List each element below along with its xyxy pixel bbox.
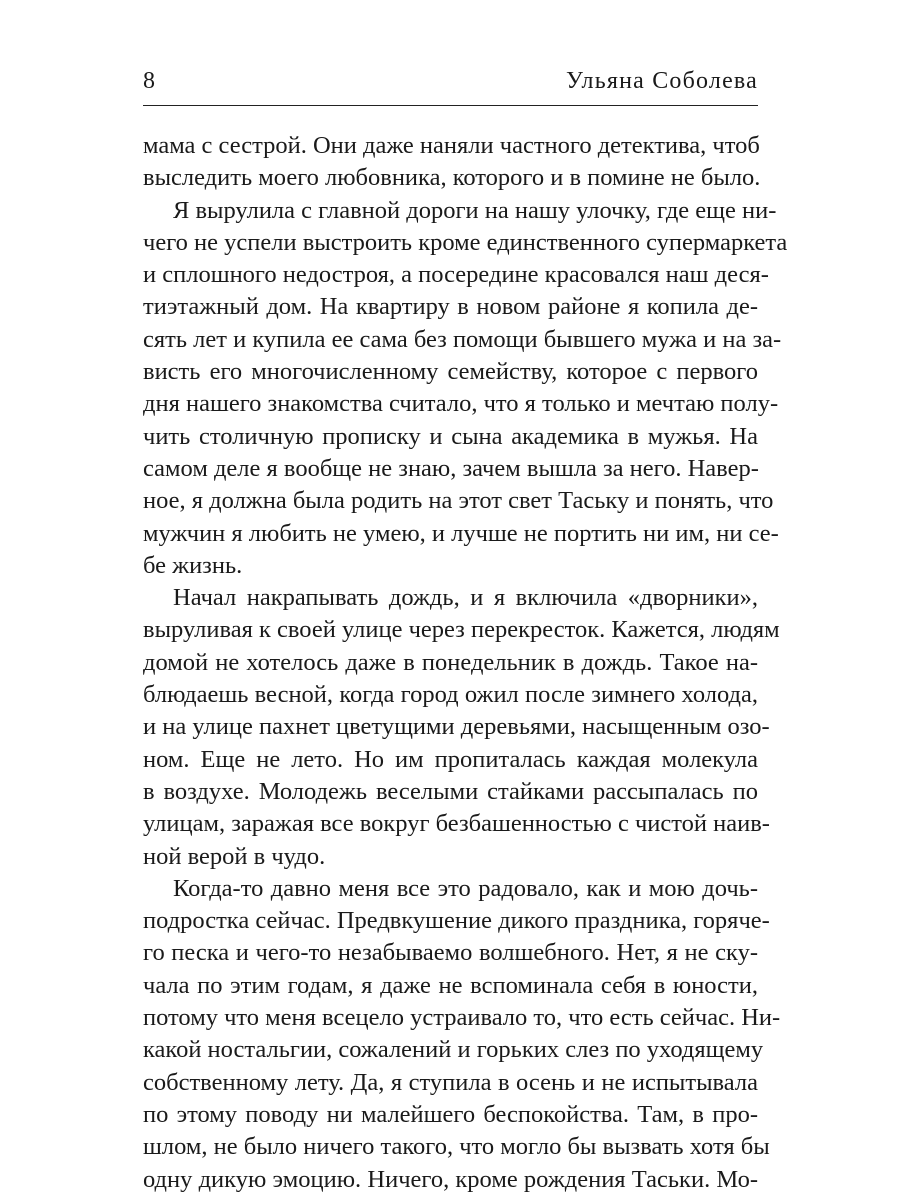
text-line: и на улице пахнет цветущими деревьями, насыщенным озо- bbox=[143, 713, 770, 741]
text-line: улицам, заражая все вокруг безбашенностью с чистой наив- bbox=[143, 810, 770, 838]
text-line: шлом, не было ничего такого, что могло бы вызвать хотя бы bbox=[143, 1133, 770, 1161]
text-line: тиэтажный дом. На квартиру в новом районе я копила де- bbox=[143, 293, 758, 321]
text-line: потому что меня всецело устраивало то, что есть сейчас. Ни- bbox=[143, 1004, 781, 1032]
text-line: чего не успели выстроить кроме единственного супермаркета bbox=[143, 228, 788, 256]
text-line: выруливая к своей улице через перекресток. Кажется, людям bbox=[143, 616, 780, 644]
text-line: сять лет и купила ее сама без помощи бывшего мужа и на за- bbox=[143, 325, 782, 353]
paragraph-first-line: Начал накрапывать дождь, и я включила «дворники», bbox=[173, 584, 758, 612]
text-line: выследить моего любовника, которого и в помине не было. bbox=[143, 164, 761, 192]
text-line: ном. Еще не лето. Но им пропиталась каждая молекула bbox=[143, 745, 758, 773]
body-text bbox=[143, 130, 788, 1196]
text-line: одну дикую эмоцию. Ничего, кроме рождения Таськи. Мо- bbox=[143, 1165, 758, 1193]
text-line: блюдаешь весной, когда город ожил после зимнего холода, bbox=[143, 681, 758, 709]
text-line: подростка сейчас. Предвкушение дикого праздника, горяче- bbox=[143, 907, 770, 935]
header-rule bbox=[143, 105, 758, 106]
paragraph-first-line: Когда-то давно меня все это радовало, как и мою дочь- bbox=[173, 874, 758, 902]
text-line: в воздухе. Молодежь веселыми стайками рассыпалась по bbox=[143, 777, 758, 805]
running-title: Ульяна Соболева bbox=[566, 68, 758, 94]
text-line: и сплошного недостроя, а посередине красовался наш деся- bbox=[143, 261, 769, 289]
text-line: чить столичную прописку и сына академика в мужья. На bbox=[143, 422, 758, 450]
text-line: собственному лету. Да, я ступила в осень и не испытывала bbox=[143, 1068, 758, 1096]
text-line: бе жизнь. bbox=[143, 551, 243, 579]
text-line: самом деле я вообще не знаю, зачем вышла за него. Навер- bbox=[143, 454, 759, 482]
text-line: мужчин я любить не умею, и лучше не портить ни им, ни се- bbox=[143, 519, 779, 547]
text-line: домой не хотелось даже в понедельник в дождь. Такое на- bbox=[143, 648, 758, 676]
text-line: ное, я должна была родить на этот свет Таську и понять, что bbox=[143, 487, 774, 515]
text-line: висть его многочисленному семейству, которое с первого bbox=[143, 358, 758, 386]
text-line: какой ностальгии, сожалений и горьких слез по уходящему bbox=[143, 1036, 764, 1064]
text-line: чала по этим годам, я даже не вспоминала себя в юности, bbox=[143, 971, 758, 999]
page-number: 8 bbox=[143, 68, 155, 94]
text-line: го песка и чего-то незабываемо волшебного. Нет, я не ску- bbox=[143, 939, 758, 967]
running-head bbox=[143, 66, 758, 96]
text-line: дня нашего знакомства считало, что я только и мечтаю полу- bbox=[143, 390, 779, 418]
text-line: по этому поводу ни малейшего беспокойства. Там, в про- bbox=[143, 1100, 758, 1128]
text-line: мама с сестрой. Они даже наняли частного детектива, чтоб bbox=[143, 132, 760, 159]
paragraph-first-line: Я вырулила с главной дороги на нашу улочку, где еще ни- bbox=[173, 196, 777, 224]
text-line: ной верой в чудо. bbox=[143, 842, 326, 870]
